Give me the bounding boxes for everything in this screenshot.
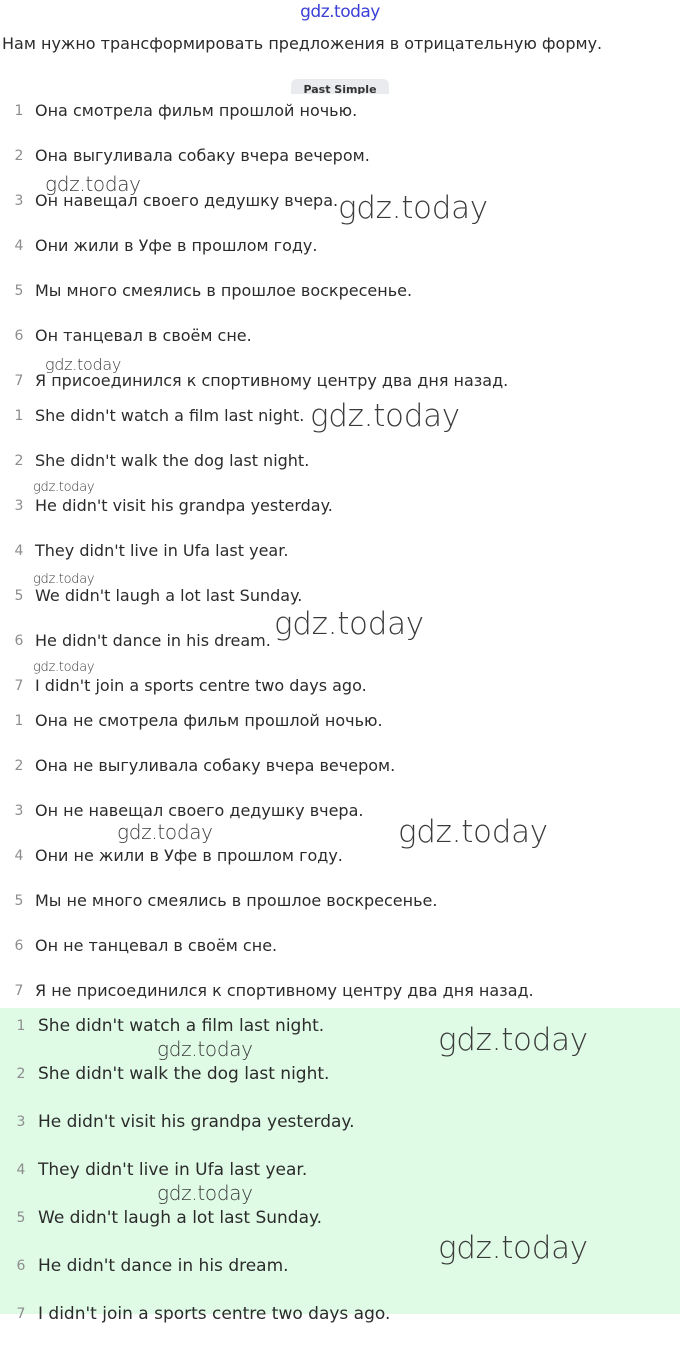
- item-number: 1: [16, 1018, 26, 1034]
- item-number: 7: [14, 373, 24, 389]
- item-number: 5: [16, 1210, 26, 1226]
- sentence-text: Мы много смеялись в прошлое воскресенье.: [35, 281, 413, 300]
- list-item: [0, 846, 680, 891]
- list-item: [0, 936, 680, 981]
- item-number: 1: [14, 713, 24, 729]
- sentence-text: Он танцевал в своём сне.: [35, 326, 252, 345]
- site-logo[interactable]: gdz.today: [300, 2, 380, 22]
- sentence-text: We didn't laugh a lot last Sunday.: [35, 586, 303, 605]
- list-item: [0, 756, 680, 801]
- sentence-text: Она не выгуливала собаку вчера вечером.: [35, 756, 396, 775]
- sentence-text: Он навещал своего дедушку вчера.: [35, 191, 339, 210]
- sentence-text: Она не смотрела фильм прошлой ночью.: [35, 711, 383, 730]
- watermark: gdz.today: [398, 814, 548, 850]
- grammar-tag: Past Simple: [291, 79, 389, 94]
- item-number: 6: [14, 328, 24, 344]
- item-number: 1: [14, 408, 24, 424]
- item-number: 2: [16, 1066, 26, 1082]
- list-item: [0, 711, 680, 756]
- item-number: 6: [16, 1258, 26, 1274]
- watermark: gdz.today: [438, 1230, 588, 1266]
- list-item: [0, 1064, 680, 1109]
- sentence-text: Она выгуливала собаку вчера вечером.: [35, 146, 370, 165]
- item-number: 2: [14, 758, 24, 774]
- watermark: gdz.today: [274, 606, 424, 642]
- sentence-text: She didn't watch a film last night.: [35, 406, 305, 425]
- sentence-text: Они жили в Уфе в прошлом году.: [35, 236, 318, 255]
- item-number: 2: [14, 148, 24, 164]
- sentence-text: She didn't walk the dog last night.: [35, 451, 310, 470]
- watermark: gdz.today: [157, 1181, 253, 1205]
- item-number: 7: [14, 678, 24, 694]
- list-item: [0, 1304, 680, 1349]
- sentence-text: Мы не много смеялись в прошлое воскресенье.: [35, 891, 438, 910]
- item-number: 4: [16, 1162, 26, 1178]
- sentence-text: Я присоединился к спортивному центру два дня назад.: [35, 371, 509, 390]
- item-number: 2: [14, 453, 24, 469]
- watermark: gdz.today: [117, 820, 213, 844]
- list-item: [0, 801, 680, 850]
- list-item: [0, 236, 680, 281]
- watermark: gdz.today: [33, 480, 95, 495]
- list-item: [0, 101, 680, 146]
- sentence-text: Я не присоединился к спортивному центру два дня назад.: [35, 981, 534, 1000]
- item-number: 5: [14, 893, 24, 909]
- item-number: 6: [14, 938, 24, 954]
- list-item: [0, 1112, 680, 1157]
- list-item: [0, 496, 680, 541]
- watermark: gdz.today: [45, 355, 122, 374]
- watermark: gdz.today: [438, 1022, 588, 1058]
- list-item: [0, 1160, 680, 1205]
- item-number: 3: [14, 803, 24, 819]
- task-instruction: Нам нужно трансформировать предложения в отрицательную форму.: [2, 34, 603, 53]
- item-number: 5: [14, 588, 24, 604]
- watermark: gdz.today: [310, 398, 460, 434]
- list-item: [0, 451, 680, 496]
- sentence-text: Они не жили в Уфе в прошлом году.: [35, 846, 343, 865]
- sentence-text: She didn't watch a film last night.: [38, 1016, 325, 1036]
- watermark: gdz.today: [338, 190, 488, 226]
- sentence-text: He didn't visit his grandpa yesterday.: [38, 1112, 355, 1132]
- list-item: [0, 891, 680, 936]
- item-number: 4: [14, 543, 24, 559]
- item-number: 3: [14, 498, 24, 514]
- sentence-text: I didn't join a sports centre two days ago.: [35, 676, 367, 695]
- list-item: [0, 541, 680, 586]
- sentence-text: He didn't dance in his dream.: [38, 1256, 289, 1276]
- item-number: 1: [14, 103, 24, 119]
- sentence-text: Он не навещал своего дедушку вчера.: [35, 801, 364, 820]
- watermark: gdz.today: [33, 572, 95, 587]
- item-number: 6: [14, 633, 24, 649]
- item-number: 7: [16, 1306, 26, 1322]
- watermark: gdz.today: [157, 1037, 253, 1061]
- sentence-text: Она смотрела фильм прошлой ночью.: [35, 101, 358, 120]
- sentence-text: They didn't live in Ufa last year.: [35, 541, 289, 560]
- sentence-text: I didn't join a sports centre two days ago.: [38, 1304, 391, 1324]
- item-number: 3: [16, 1114, 26, 1130]
- sentence-text: He didn't visit his grandpa yesterday.: [35, 496, 333, 515]
- watermark: gdz.today: [33, 660, 95, 675]
- sentence-text: He didn't dance in his dream.: [35, 631, 271, 650]
- sentence-text: She didn't walk the dog last night.: [38, 1064, 330, 1084]
- item-number: 7: [14, 983, 24, 999]
- item-number: 4: [14, 848, 24, 864]
- sentence-text: Он не танцевал в своём сне.: [35, 936, 278, 955]
- sentence-text: They didn't live in Ufa last year.: [38, 1160, 308, 1180]
- item-number: 3: [14, 193, 24, 209]
- watermark: gdz.today: [45, 172, 141, 196]
- item-number: 5: [14, 283, 24, 299]
- item-number: 4: [14, 238, 24, 254]
- list-item: [0, 281, 680, 326]
- sentence-text: We didn't laugh a lot last Sunday.: [38, 1208, 323, 1228]
